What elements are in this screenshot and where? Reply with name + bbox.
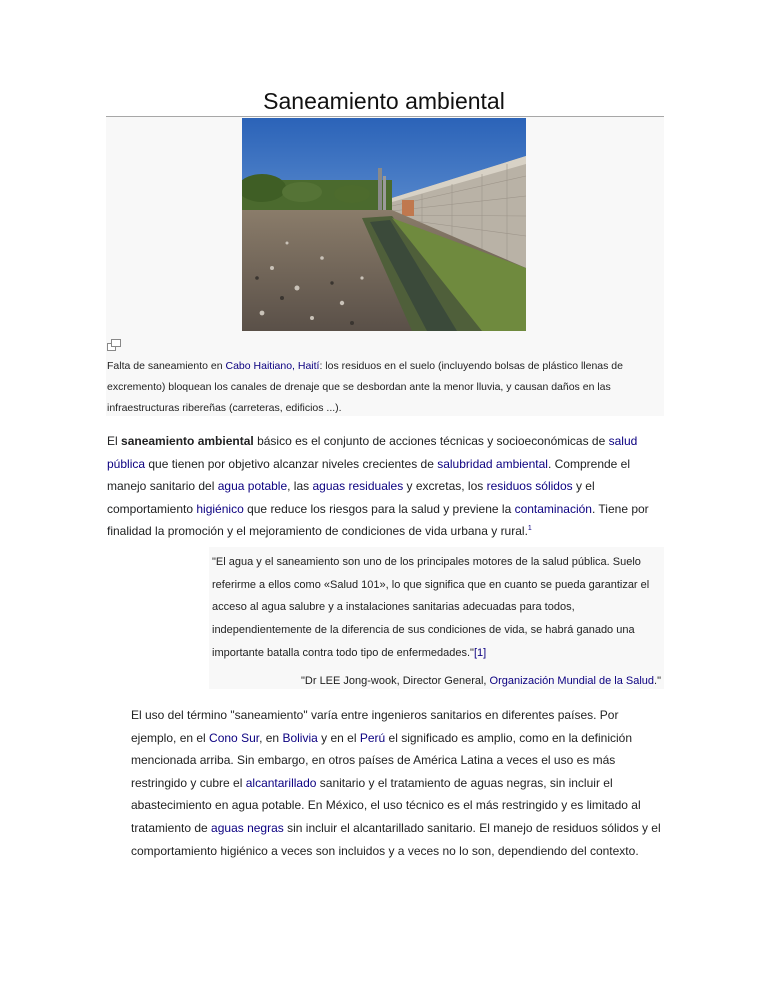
- reference-1[interactable]: 1: [527, 525, 532, 533]
- enlarge-icon[interactable]: [107, 339, 121, 351]
- link-aguas-residuales[interactable]: aguas residuales: [312, 479, 404, 494]
- link-cabo-haitiano[interactable]: Cabo Haitiano, Haití: [225, 360, 320, 372]
- link-cono-sur[interactable]: Cono Sur: [209, 730, 260, 745]
- link-higienico[interactable]: higiénico: [196, 501, 244, 516]
- term-bold: saneamiento ambiental: [121, 434, 254, 448]
- link-contaminacion[interactable]: contaminación: [514, 501, 592, 516]
- usage-paragraph: El uso del término "saneamiento" varía entre ingenieros sanitarios en diferentes países. Por ejemplo, en el Cono Sur, en Bolivia y en el Perú el significado es amplio, como en la definición mencionada arriba. Sin embargo, en otros países de América Latina a veces el uso es más restringido y cubre el alcantarillado sanitario y el tratamiento de aguas negras, sin incluir el abastecimiento en agua potable. En México, el uso técnico es el más restringido y es limitado al tratamiento de aguas negras sin incluir el alcantarillado sanitario. El manejo de residuos sólidos y el comportamiento higiénico a veces son incluidos y a veces no lo son, dependiendo del contexto.: [131, 708, 661, 858]
- quote-attribution: "Dr LEE Jong-wook, Director General, Organización Mundial de la Salud.": [301, 675, 661, 687]
- quote-box: [209, 547, 664, 689]
- link-salubridad-ambiental[interactable]: salubridad ambiental: [437, 456, 548, 471]
- page-title: Saneamiento ambiental: [263, 88, 505, 114]
- link-alcantarillado[interactable]: alcantarillado: [245, 775, 317, 790]
- link-bolivia[interactable]: Bolivia: [282, 730, 318, 745]
- link-aguas-negras[interactable]: aguas negras: [211, 820, 284, 835]
- sanitation-photo[interactable]: [242, 118, 526, 331]
- link-salud-publica[interactable]: salud pública: [107, 434, 638, 471]
- link-oms[interactable]: Organización Mundial de la Salud: [489, 675, 655, 687]
- figure-caption: Falta de saneamiento en Cabo Haitiano, Haití: los residuos en el suelo (incluyendo bolsas de plástico llenas de excremento) bloquean los canales de drenaje que se desbordan ante la menor lluvia, y causan daños en las infraestructuras ribereñas (carreteras, edificios ...).: [107, 360, 623, 414]
- quote-reference[interactable]: [1]: [473, 646, 487, 659]
- quote-text: "El agua y el saneamiento son uno de los principales motores de la salud pública. Suelo referirme a ellos como «Salud 101», lo que significa que en cuanto se pueda garantizar el acceso al agua salubre y a instalaciones sanitarias adecuadas para todos, independientemente de la diferencia de sus condiciones de vida, se habrá ganado una importante batalla contra todo tipo de enfermedades."[1]: [212, 556, 650, 659]
- link-agua-potable[interactable]: agua potable: [217, 479, 288, 494]
- intro-paragraph: El saneamiento ambiental básico es el conjunto de acciones técnicas y socioeconómicas de salud pública que tienen por objetivo alcanzar niveles crecientes de salubridad ambiental. Comprende el manejo sanitario del agua potable, las aguas residuales y excretas, los residuos sólidos y el comportamiento higiénico que reduce los riesgos para la salud y previene la contaminación. Tiene por finalidad la promoción y el mejoramiento de condiciones de vida urbana y rural.$^1$: [107, 434, 649, 539]
- link-residuos-solidos[interactable]: residuos sólidos: [486, 479, 573, 494]
- infobox-figure: [106, 117, 664, 416]
- link-peru[interactable]: Perú: [359, 730, 386, 745]
